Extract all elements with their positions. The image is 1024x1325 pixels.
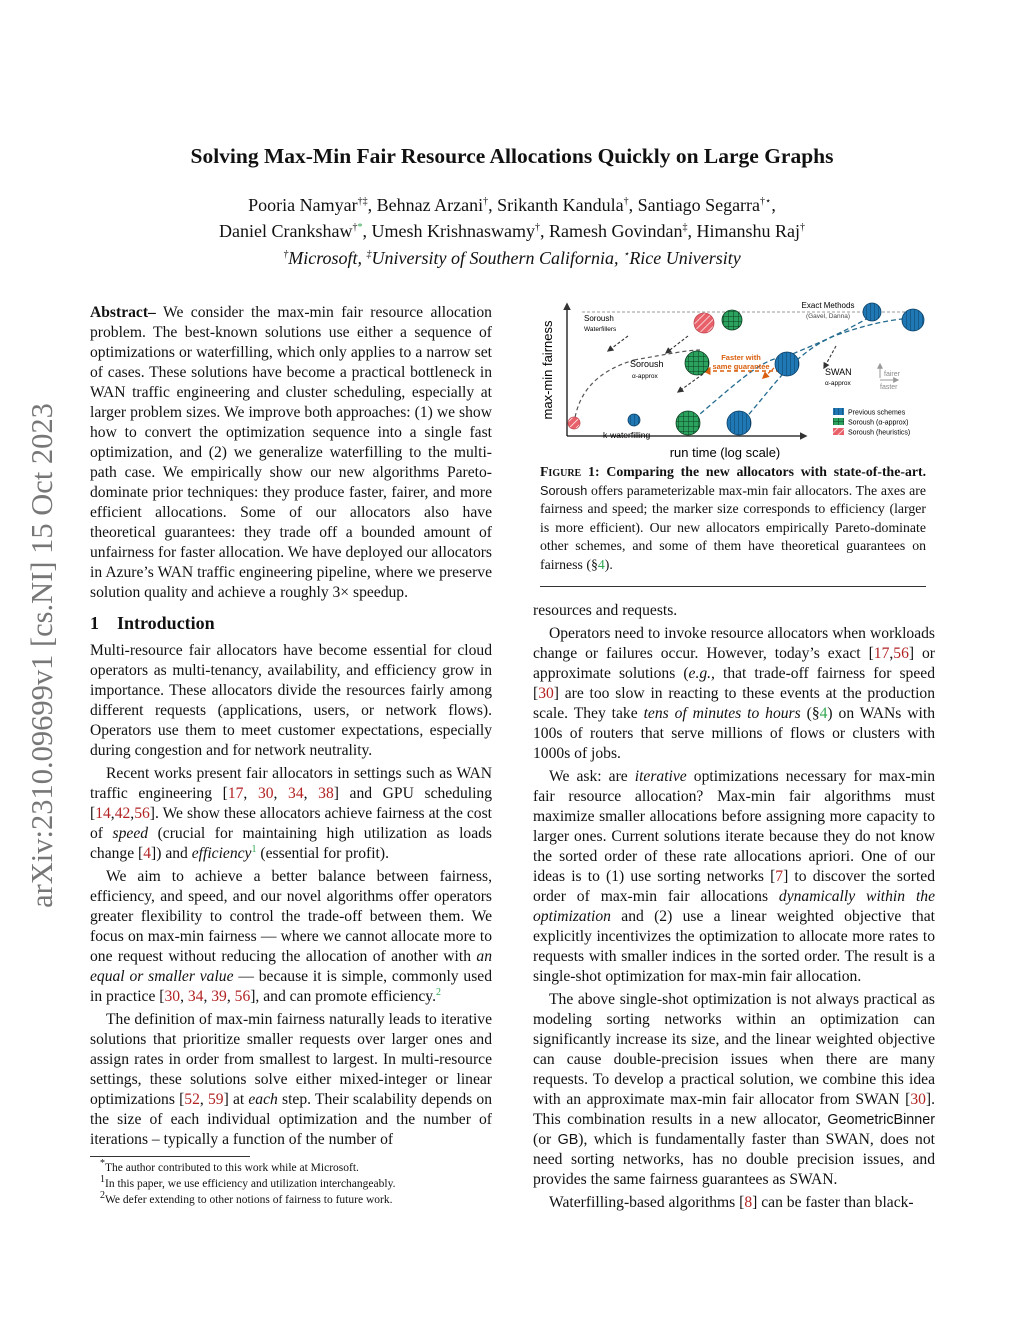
citation-link[interactable]: 52 — [184, 1091, 200, 1108]
citation-link[interactable]: 59 — [207, 1091, 224, 1108]
marker-blue-exact-1 — [863, 303, 881, 321]
affil-mark: † — [283, 249, 289, 260]
footnote-rule — [90, 1156, 250, 1157]
citation-link[interactable]: 8 — [744, 1194, 753, 1211]
citation-link[interactable]: 39 — [211, 988, 227, 1005]
footnote-author: *The author contributed to this work while at Microsoft. — [100, 1158, 359, 1174]
abstract-label: Abstract– — [90, 304, 156, 321]
legend-swatch-red — [833, 428, 844, 435]
marker-green-top — [722, 310, 742, 330]
intro-paragraph-1: Multi-resource fair allocators have become essential for cloud operators as multi-tenancy, availability, and efficiency grow in importance. These allocators divide the resources fairly among different requests (applications, users, or network flows). Operators use them to meet customer expectations, especially during congestion and for network neutrality. — [90, 642, 492, 759]
section-link[interactable]: 4 — [819, 705, 828, 722]
legend-label: Previous schemes — [848, 409, 906, 417]
label-sub: α-approx — [632, 373, 658, 380]
arrow — [666, 336, 688, 353]
paper-title: Solving Max-Min Fair Resource Allocations Quickly on Large Graphs — [190, 144, 834, 168]
figure-1-diagram — [538, 296, 936, 464]
marker-red-small — [568, 417, 580, 429]
citation-link[interactable]: 30 — [910, 1091, 926, 1108]
author-name: Himanshu Raj — [696, 221, 800, 241]
footnote-link[interactable]: 1 — [251, 843, 257, 855]
arrow — [678, 374, 703, 392]
label-soroush-approx: Soroush — [630, 359, 664, 369]
citation-link[interactable]: 7 — [775, 868, 784, 885]
author-name: Daniel Crankshaw — [219, 221, 353, 241]
section-link[interactable]: 4 — [597, 556, 605, 572]
arrow — [608, 336, 628, 351]
author-affil-mark: ‡ — [682, 222, 688, 233]
affil-mark: ⋆ — [623, 249, 630, 260]
right-paragraph-3: The above single-shot optimization is not always practical as modeling sorting networks within an optimization can significantly increase its size, and the linear weighted objective can cause double-precision issues when there are many requests. To develop a practical solution, we combine this idea with an approximate max-min fair allocator from SWAN [30]. This combination results in a new allocator, GeometricBinner (or GB), which is fundamentally faster than SWAN, does not need sorting networks, has no double precision issues, and provides the same fairness guarantees as SWAN. — [533, 991, 935, 1188]
affil-mark: ‡ — [366, 249, 372, 260]
label-sub: same guarantee — [712, 362, 770, 371]
citation-link[interactable]: 17 — [227, 785, 244, 802]
citation-link[interactable]: 42 — [114, 805, 131, 822]
author-affil-mark: † — [352, 222, 358, 233]
label-soroush-waterfillers: Soroush — [584, 314, 614, 323]
label-sub: Waterfillers — [584, 326, 617, 333]
author-name: Srikanth Kandula — [497, 195, 624, 215]
caption-label: Figure 1: — [540, 464, 600, 479]
label-exact-methods-sub: (Gavel, Danna) — [805, 313, 851, 320]
footnotes — [90, 1160, 492, 1208]
label-fairer: fairer — [884, 371, 900, 378]
section-heading — [90, 613, 492, 633]
figure-caption: Figure 1: Comparing the new allocators with state-of-the-art. Soroush offers parameterizable max-min fair allocators. The axes are fairness and speed; the marker size corresponds to efficiency (larger is more efficient). Our new allocators empirically Pareto-dominate other schemes, and some of them have theoretical guarantees on fairness (§4). — [540, 464, 927, 572]
figure-1 — [538, 296, 936, 464]
author-name: Behnaz Arzani — [376, 195, 484, 215]
affiliation: Rice University — [629, 248, 741, 268]
footnote-1: $^1$In this paper, we use efficiency and utilization interchangeably. — [100, 1174, 396, 1190]
affiliation: University of Southern California, — [371, 248, 624, 268]
citation-link[interactable]: 17 — [873, 645, 890, 662]
label-faster-legend: faster — [880, 384, 898, 391]
citation-link[interactable]: 38 — [318, 785, 334, 802]
legend-label: Soroush (heuristics) — [848, 429, 911, 437]
citation-link[interactable]: 30 — [164, 988, 181, 1005]
system-name: Soroush — [540, 483, 588, 498]
marker-red-large — [694, 313, 714, 333]
abstract-text: We consider the max-min fair resource allocation problem. The best-known solutions use either a sequence of optimizations or waterfilling, which only applies to a narrow set of cases. These solutions have become a practical bottleneck in WAN traffic engineering and cluster scheduling, especially at larger problem sizes. We improve both approaches: (1) we show how to convert the optimization sequence into a single fast optimization, and (2) we generalize waterfilling to the multi-path case. We empirically show our new algorithms Pareto-dominate prior techniques: they produce faster, fairer, and more efficient allocations. Some of our allocators also have theoretical guarantees: they trade off a bounded amount of unfairness for faster allocation. We have deployed our allocators in Azure’s WAN traffic engineering pipeline, where we preserve solution quality and achieve a roughly 3× speedup. — [90, 304, 492, 601]
label-sub: α-approx — [825, 380, 851, 387]
intro-paragraph-2: Recent works present fair allocators in settings such as WAN traffic engineering [17, 30, 34, 38] and GPU scheduling [14,42,56]. We show these allocators achieve fairness at the cost of speed (crucial for maintaining high utilization as loads change [4]) and efficiency$^1$ (essential for profit). — [90, 765, 493, 862]
citation-link[interactable]: 56 — [893, 645, 909, 662]
arrow — [824, 346, 836, 368]
right-paragraph-1: Operators need to invoke resource allocators when workloads change or failures occur. However, today’s exact [17,56] or approximate solutions (e.g., that trade-off fairness for speed [30] are too slow in reacting to these events at the production scale. They take tens of minutes to hours (§4) on WANs with 100s of routers that serve millions of flows or clusters with 1000s of jobs. — [533, 625, 936, 762]
legend-swatch-blue — [833, 408, 844, 415]
intro-paragraph-3: We aim to achieve a better balance between fairness, efficiency, and speed, and our novel algorithms offer operators greater flexibility to control the trade-off between them. We focus on max-min fairness — where we cannot allocate more to one request without reducing the allocation of another with an equal or smaller value — because it is simple, commonly used in practice [30, 34, 39, 56], and can promote efficiency.$^2$ — [90, 868, 492, 1005]
caption-rule — [540, 586, 926, 587]
citation-link[interactable]: 56 — [234, 988, 251, 1005]
label-k-waterfilling: k-waterfilling — [603, 430, 651, 440]
section-title: Introduction — [117, 613, 215, 633]
author-name: Umesh Krishnaswamy — [371, 221, 535, 241]
label-faster: Faster with — [721, 353, 761, 362]
citation-link[interactable]: 56 — [134, 805, 150, 822]
author-affil-mark: † — [483, 196, 489, 207]
section-number: 1 — [90, 613, 99, 633]
intro-paragraph-4: The definition of max-min fairness naturally leads to iterative solutions that prioritize smaller requests over larger ones and assign rates in order from smallest to largest. In multi-resource settings, these solutions solve either mixed-integer or linear optimizations [52, 59] at each step. Their scalability depends on the size of each individual optimization and the number of iterations – typically a function of the number of — [90, 1011, 493, 1148]
affiliations — [0, 248, 1024, 269]
author-line-2: Daniel Crankshaw†*, Umesh Krishnaswamy†, Ramesh Govindan‡, Himanshu Raj† — [219, 221, 805, 241]
legend-label: Soroush (α-approx) — [848, 419, 909, 427]
curve-waterfillers — [574, 360, 634, 424]
author-affil-mark: †‡ — [357, 196, 368, 207]
right-column — [533, 601, 935, 1213]
author-affil-mark: † — [799, 222, 805, 233]
author-name: Santiago Segarra — [637, 195, 761, 215]
legend-swatch-green — [833, 418, 844, 425]
author-line-1: Pooria Namyar†‡, Behnaz Arzani†, Srikanth Kandula†, Santiago Segarra†⋆, — [248, 195, 776, 215]
author-affil-mark: † — [534, 222, 540, 233]
citation-link[interactable]: 30 — [257, 785, 274, 802]
author-name: Ramesh Govindan — [548, 221, 683, 241]
author-list — [0, 192, 1024, 244]
citation-link[interactable]: 4 — [143, 845, 152, 862]
author-affil-mark: †⋆ — [760, 196, 772, 207]
citation-link[interactable]: 34 — [288, 785, 304, 802]
right-paragraph-4: Waterfilling-based algorithms [8] can be faster than black- — [549, 1194, 914, 1211]
label-swan: SWAN — [825, 367, 852, 377]
author-affil-mark: † — [623, 196, 629, 207]
system-name: GeometricBinner — [827, 1112, 935, 1128]
footnote-mark[interactable]: * — [357, 222, 363, 233]
author-name: Pooria Namyar — [248, 195, 358, 215]
left-column — [90, 303, 492, 1150]
footnote-link[interactable]: 2 — [435, 986, 441, 998]
marker-blue-swan — [775, 352, 799, 376]
arxiv-id: arXiv:2310.09699v1 [cs.NI] 15 Oct 2023 — [24, 402, 59, 908]
y-axis-label: max-min fairness — [540, 320, 555, 420]
marker-blue-exact-2 — [902, 309, 924, 331]
abstract — [90, 303, 492, 603]
citation-link[interactable]: 34 — [187, 988, 204, 1005]
marker-green-bottom — [676, 411, 700, 435]
citation-link[interactable]: 14 — [95, 805, 111, 822]
marker-blue-small — [628, 414, 640, 426]
citation-link[interactable]: 30 — [538, 685, 554, 702]
label-exact-methods: Exact Methods — [801, 301, 855, 310]
footnote-2: $^2$We defer extending to other notions of fairness to future work. — [100, 1190, 393, 1206]
caption-bold: Comparing the new allocators with state-of-the-art. — [606, 464, 927, 479]
x-axis-label: run time (log scale) — [669, 445, 781, 460]
right-paragraph-2: We ask: are iterative optimizations necessary for max-min fair resource allocation? Max-min fair algorithms must maximize smaller allocations before assigning more capacity to larger ones. Current solutions iterate because they do not know the sorted order of these rate allocations apriori. One of our ideas is to (1) use sorting networks [7] to discover the sorted order of max-min fair allocations dynamically within the optimization and (2) use a linear weighted objective that explicitly incentivizes the optimization to allocate more rates to requests with smaller indices in the sorted order. The result is a single-shot optimization for max-min fair allocation. — [533, 768, 935, 985]
marker-green-mid — [685, 351, 709, 375]
system-name: GB — [557, 1132, 579, 1148]
legend — [833, 408, 910, 437]
affiliation: Microsoft, — [288, 248, 367, 268]
right-paragraph-0: resources and requests. — [533, 602, 678, 619]
marker-blue-bottom — [727, 411, 751, 435]
arxiv-stamp — [18, 365, 66, 945]
